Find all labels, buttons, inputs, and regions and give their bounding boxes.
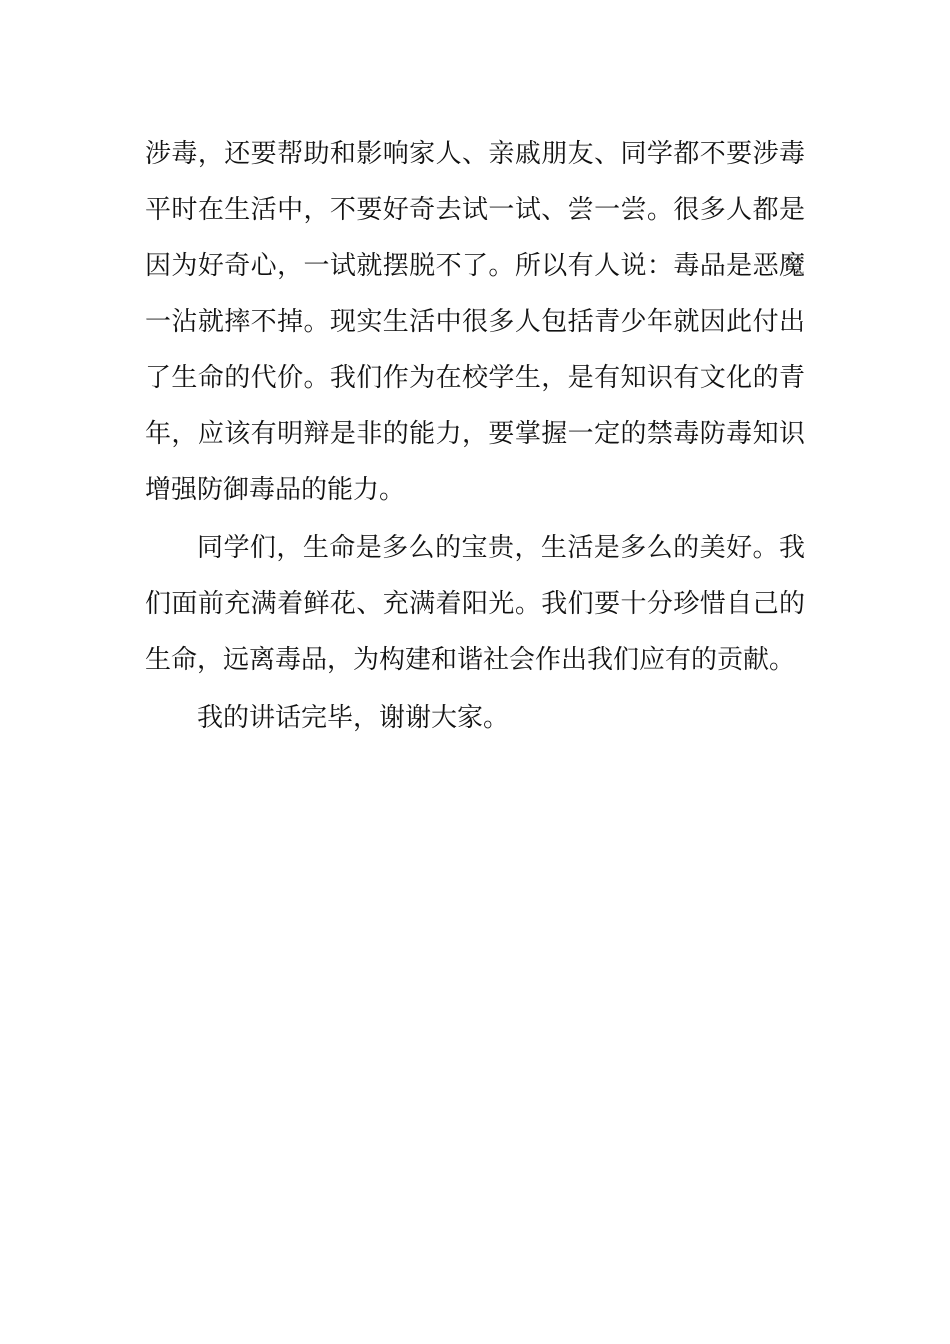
paragraph-line: 年，应该有明辩是非的能力，要掌握一定的禁毒防毒知识 [145, 419, 805, 449]
paragraph-line: 生命，远离毒品，为构建和谐社会作出我们应有的贡献。 [145, 645, 796, 675]
paragraph-1 [145, 132, 805, 524]
paragraph-line: 同学们，生命是多么的宝贵，生活是多么的美好。我 [197, 533, 805, 563]
paragraph-line: 一沾就摔不掉。现实生活中很多人包括青少年就因此付出 [145, 307, 805, 337]
paragraph-2 [145, 526, 805, 694]
paragraph-3 [145, 696, 805, 752]
paragraph-line: 了生命的代价。我们作为在校学生，是有知识有文化的青 [145, 363, 805, 393]
paragraph-line: 平时在生活中，不要好奇去试一试、尝一尝。很多人都是 [145, 195, 805, 225]
paragraph-line: 们面前充满着鲜花、充满着阳光。我们要十分珍惜自己的 [145, 589, 805, 619]
paragraph-line: 涉毒，还要帮助和影响家人、亲戚朋友、同学都不要涉毒 [145, 139, 805, 169]
paragraph-line: 因为好奇心，一试就摆脱不了。所以有人说：毒品是恶魔 [145, 251, 805, 281]
paragraph-line: 增强防御毒品的能力。 [145, 475, 406, 505]
paragraph-line: 我的讲话完毕，谢谢大家。 [197, 703, 510, 733]
document-body [145, 132, 805, 752]
